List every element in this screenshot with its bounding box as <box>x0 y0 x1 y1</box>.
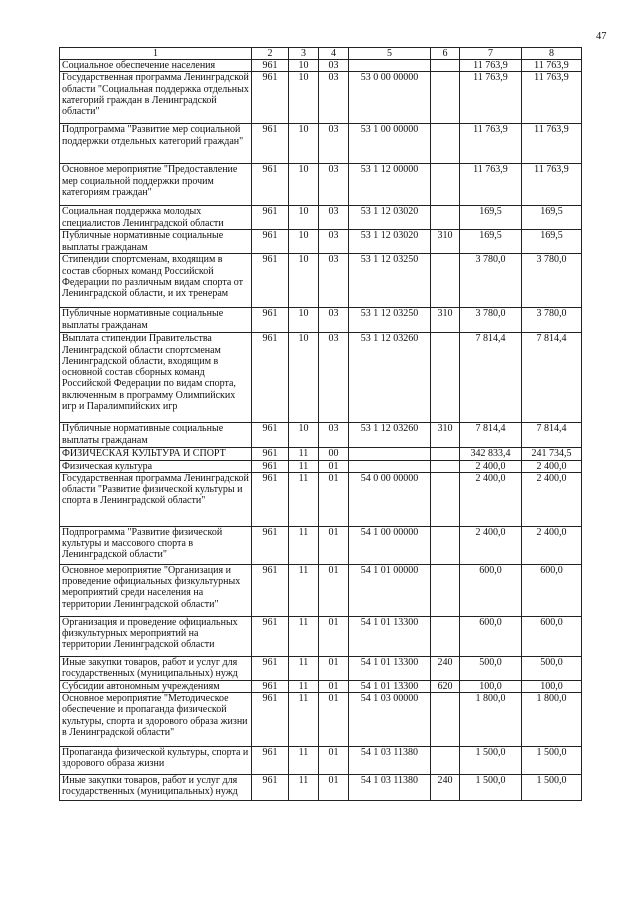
row-name-cell: Социальное обеспечение населения <box>60 60 252 72</box>
expense-type-cell: 310 <box>431 230 460 254</box>
row-name-cell: Социальная поддержка молодых специалистов Ленинградской области <box>60 206 252 230</box>
expense-type-cell: 620 <box>431 680 460 692</box>
table-row <box>60 164 582 206</box>
section-cell: 11 <box>289 747 319 775</box>
target-article-cell: 54 1 03 11380 <box>349 747 431 775</box>
row-name-cell: Выплата стипендии Правительства Ленинградской области спортсменам Ленинградской области, входящим в основной состав сборных команд Российской Федерации по видам спорта, включенным в программу Олимпийских игр и Паралимпийских игр <box>60 333 252 423</box>
section-cell: 10 <box>289 206 319 230</box>
expense-type-cell <box>431 124 460 164</box>
admin-code-cell: 961 <box>252 423 289 448</box>
admin-code-cell: 961 <box>252 460 289 472</box>
admin-code-cell: 961 <box>252 60 289 72</box>
section-cell: 10 <box>289 308 319 333</box>
expense-type-cell <box>431 60 460 72</box>
amount-year1-cell: 11 763,9 <box>460 60 522 72</box>
table-row <box>60 206 582 230</box>
subsection-cell: 01 <box>319 656 349 680</box>
amount-year1-cell: 2 400,0 <box>460 460 522 472</box>
row-name-cell: Организация и проведение официальных физкультурных мероприятий на территории Ленинградской области <box>60 616 252 656</box>
section-cell: 10 <box>289 60 319 72</box>
target-article-cell: 54 1 01 13300 <box>349 680 431 692</box>
amount-year2-cell: 7 814,4 <box>522 333 582 423</box>
section-cell: 10 <box>289 254 319 308</box>
section-cell: 10 <box>289 423 319 448</box>
admin-code-cell: 961 <box>252 448 289 460</box>
row-name-cell: Физическая культура <box>60 460 252 472</box>
admin-code-cell: 961 <box>252 206 289 230</box>
subsection-cell: 03 <box>319 254 349 308</box>
expense-type-cell: 240 <box>431 656 460 680</box>
subsection-cell: 01 <box>319 472 349 526</box>
section-cell: 10 <box>289 230 319 254</box>
admin-code-cell: 961 <box>252 526 289 564</box>
subsection-cell: 01 <box>319 564 349 616</box>
amount-year2-cell: 11 763,9 <box>522 124 582 164</box>
admin-code-cell: 961 <box>252 72 289 124</box>
amount-year1-cell: 500,0 <box>460 656 522 680</box>
section-cell: 11 <box>289 775 319 801</box>
expense-type-cell <box>431 72 460 124</box>
section-cell: 10 <box>289 124 319 164</box>
expense-type-cell <box>431 472 460 526</box>
page-number: 47 <box>596 31 607 42</box>
amount-year1-cell: 3 780,0 <box>460 308 522 333</box>
row-name-cell: Основное мероприятие "Предоставление мер социальной поддержки прочим категориям граждан" <box>60 164 252 206</box>
section-cell: 10 <box>289 164 319 206</box>
expense-type-cell: 310 <box>431 308 460 333</box>
table-row <box>60 526 582 564</box>
section-cell: 11 <box>289 564 319 616</box>
amount-year1-cell: 600,0 <box>460 616 522 656</box>
table-row <box>60 254 582 308</box>
subsection-cell: 03 <box>319 124 349 164</box>
admin-code-cell: 961 <box>252 472 289 526</box>
expense-type-cell: 240 <box>431 775 460 801</box>
target-article-cell: 54 1 01 13300 <box>349 616 431 656</box>
table-row <box>60 747 582 775</box>
target-article-cell: 54 1 03 11380 <box>349 775 431 801</box>
section-cell: 11 <box>289 460 319 472</box>
target-article-cell: 54 1 01 00000 <box>349 564 431 616</box>
target-article-cell: 54 1 00 00000 <box>349 526 431 564</box>
admin-code-cell: 961 <box>252 124 289 164</box>
header-cell: 7 <box>460 48 522 60</box>
table-row <box>60 564 582 616</box>
table-row <box>60 460 582 472</box>
amount-year1-cell: 169,5 <box>460 206 522 230</box>
admin-code-cell: 961 <box>252 616 289 656</box>
admin-code-cell: 961 <box>252 693 289 747</box>
expense-type-cell <box>431 254 460 308</box>
subsection-cell: 01 <box>319 775 349 801</box>
table-row <box>60 616 582 656</box>
expense-type-cell <box>431 747 460 775</box>
target-article-cell: 53 1 12 03250 <box>349 254 431 308</box>
subsection-cell: 00 <box>319 448 349 460</box>
header-cell: 4 <box>319 48 349 60</box>
amount-year2-cell: 3 780,0 <box>522 254 582 308</box>
target-article-cell: 54 1 03 00000 <box>349 693 431 747</box>
target-article-cell: 54 1 01 13300 <box>349 656 431 680</box>
admin-code-cell: 961 <box>252 680 289 692</box>
expense-type-cell <box>431 693 460 747</box>
amount-year1-cell: 1 500,0 <box>460 775 522 801</box>
target-article-cell: 53 1 12 03250 <box>349 308 431 333</box>
section-cell: 11 <box>289 656 319 680</box>
section-cell: 11 <box>289 616 319 656</box>
subsection-cell: 03 <box>319 60 349 72</box>
admin-code-cell: 961 <box>252 656 289 680</box>
subsection-cell: 03 <box>319 230 349 254</box>
header-cell: 3 <box>289 48 319 60</box>
admin-code-cell: 961 <box>252 254 289 308</box>
table-row <box>60 448 582 460</box>
table-row <box>60 775 582 801</box>
amount-year1-cell: 11 763,9 <box>460 124 522 164</box>
admin-code-cell: 961 <box>252 164 289 206</box>
row-name-cell: Публичные нормативные социальные выплаты гражданам <box>60 423 252 448</box>
row-name-cell: Основное мероприятие "Организация и проведение официальных физкультурных мероприятий среди населения на территории Ленинградской области" <box>60 564 252 616</box>
table-row <box>60 656 582 680</box>
amount-year2-cell: 7 814,4 <box>522 423 582 448</box>
amount-year2-cell: 500,0 <box>522 656 582 680</box>
amount-year1-cell: 169,5 <box>460 230 522 254</box>
subsection-cell: 01 <box>319 680 349 692</box>
table-row <box>60 680 582 692</box>
target-article-cell: 53 1 12 03260 <box>349 333 431 423</box>
expense-type-cell <box>431 164 460 206</box>
table-row <box>60 308 582 333</box>
table-header <box>60 48 582 60</box>
subsection-cell: 01 <box>319 460 349 472</box>
subsection-cell: 03 <box>319 164 349 206</box>
section-cell: 11 <box>289 526 319 564</box>
amount-year2-cell: 169,5 <box>522 230 582 254</box>
amount-year1-cell: 11 763,9 <box>460 164 522 206</box>
table-row <box>60 60 582 72</box>
subsection-cell: 03 <box>319 206 349 230</box>
amount-year2-cell: 11 763,9 <box>522 164 582 206</box>
admin-code-cell: 961 <box>252 308 289 333</box>
target-article-cell: 53 1 12 00000 <box>349 164 431 206</box>
amount-year2-cell: 169,5 <box>522 206 582 230</box>
admin-code-cell: 961 <box>252 775 289 801</box>
amount-year2-cell: 1 500,0 <box>522 775 582 801</box>
target-article-cell: 53 1 12 03020 <box>349 230 431 254</box>
expense-type-cell <box>431 616 460 656</box>
subsection-cell: 01 <box>319 693 349 747</box>
header-cell: 5 <box>349 48 431 60</box>
expense-type-cell <box>431 206 460 230</box>
row-name-cell: Основное мероприятие "Методическое обеспечение и пропаганда физической культуры, спорта и здорового образа жизни в Ленинградской области" <box>60 693 252 747</box>
admin-code-cell: 961 <box>252 564 289 616</box>
table-row <box>60 472 582 526</box>
section-cell: 10 <box>289 72 319 124</box>
subsection-cell: 03 <box>319 308 349 333</box>
amount-year2-cell: 2 400,0 <box>522 526 582 564</box>
amount-year2-cell: 600,0 <box>522 616 582 656</box>
target-article-cell <box>349 60 431 72</box>
section-cell: 11 <box>289 693 319 747</box>
admin-code-cell: 961 <box>252 230 289 254</box>
amount-year1-cell: 7 814,4 <box>460 423 522 448</box>
amount-year2-cell: 2 400,0 <box>522 460 582 472</box>
amount-year1-cell: 1 800,0 <box>460 693 522 747</box>
target-article-cell: 54 0 00 00000 <box>349 472 431 526</box>
amount-year2-cell: 1 500,0 <box>522 747 582 775</box>
amount-year1-cell: 1 500,0 <box>460 747 522 775</box>
amount-year2-cell: 3 780,0 <box>522 308 582 333</box>
header-cell: 1 <box>60 48 252 60</box>
table-row <box>60 693 582 747</box>
amount-year2-cell: 100,0 <box>522 680 582 692</box>
section-cell: 11 <box>289 680 319 692</box>
target-article-cell <box>349 460 431 472</box>
table-row <box>60 423 582 448</box>
amount-year2-cell: 2 400,0 <box>522 472 582 526</box>
target-article-cell: 53 1 00 00000 <box>349 124 431 164</box>
subsection-cell: 01 <box>319 526 349 564</box>
row-name-cell: Публичные нормативные социальные выплаты гражданам <box>60 308 252 333</box>
admin-code-cell: 961 <box>252 747 289 775</box>
expense-type-cell <box>431 460 460 472</box>
admin-code-cell: 961 <box>252 333 289 423</box>
row-name-cell: Иные закупки товаров, работ и услуг для государственных (муниципальных) нужд <box>60 775 252 801</box>
row-name-cell: Субсидии автономным учреждениям <box>60 680 252 692</box>
amount-year1-cell: 2 400,0 <box>460 526 522 564</box>
target-article-cell <box>349 448 431 460</box>
subsection-cell: 03 <box>319 72 349 124</box>
amount-year2-cell: 600,0 <box>522 564 582 616</box>
amount-year2-cell: 11 763,9 <box>522 60 582 72</box>
amount-year1-cell: 7 814,4 <box>460 333 522 423</box>
amount-year1-cell: 342 833,4 <box>460 448 522 460</box>
table-row <box>60 230 582 254</box>
amount-year2-cell: 241 734,5 <box>522 448 582 460</box>
target-article-cell: 53 1 12 03260 <box>349 423 431 448</box>
row-name-cell: Стипендии спортсменам, входящим в состав сборных команд Российской Федерации по различным видам спорта от Ленинградской области, и их тренерам <box>60 254 252 308</box>
amount-year1-cell: 2 400,0 <box>460 472 522 526</box>
target-article-cell: 53 1 12 03020 <box>349 206 431 230</box>
budget-table <box>59 47 582 801</box>
table-body <box>60 60 582 801</box>
amount-year1-cell: 3 780,0 <box>460 254 522 308</box>
table-row <box>60 333 582 423</box>
expense-type-cell <box>431 333 460 423</box>
row-name-cell: Государственная программа Ленинградской области "Развитие физической культуры и спорта в Ленинградской области" <box>60 472 252 526</box>
amount-year2-cell: 1 800,0 <box>522 693 582 747</box>
amount-year2-cell: 11 763,9 <box>522 72 582 124</box>
expense-type-cell <box>431 564 460 616</box>
row-name-cell: Публичные нормативные социальные выплаты гражданам <box>60 230 252 254</box>
row-name-cell: ФИЗИЧЕСКАЯ КУЛЬТУРА И СПОРТ <box>60 448 252 460</box>
expense-type-cell: 310 <box>431 423 460 448</box>
table-row <box>60 72 582 124</box>
header-cell: 8 <box>522 48 582 60</box>
target-article-cell: 53 0 00 00000 <box>349 72 431 124</box>
expense-type-cell <box>431 448 460 460</box>
section-cell: 11 <box>289 472 319 526</box>
header-cell: 2 <box>252 48 289 60</box>
table-row <box>60 124 582 164</box>
expense-type-cell <box>431 526 460 564</box>
section-cell: 11 <box>289 448 319 460</box>
subsection-cell: 03 <box>319 423 349 448</box>
row-name-cell: Подпрограмма "Развитие мер социальной поддержки отдельных категорий граждан" <box>60 124 252 164</box>
header-cell: 6 <box>431 48 460 60</box>
row-name-cell: Государственная программа Ленинградской области "Социальная поддержка отдельных категорий граждан в Ленинградской области" <box>60 72 252 124</box>
row-name-cell: Подпрограмма "Развитие физической культуры и массового спорта в Ленинградской области" <box>60 526 252 564</box>
subsection-cell: 01 <box>319 747 349 775</box>
subsection-cell: 01 <box>319 616 349 656</box>
amount-year1-cell: 100,0 <box>460 680 522 692</box>
subsection-cell: 03 <box>319 333 349 423</box>
amount-year1-cell: 11 763,9 <box>460 72 522 124</box>
section-cell: 10 <box>289 333 319 423</box>
row-name-cell: Пропаганда физической культуры, спорта и здорового образа жизни <box>60 747 252 775</box>
amount-year1-cell: 600,0 <box>460 564 522 616</box>
row-name-cell: Иные закупки товаров, работ и услуг для государственных (муниципальных) нужд <box>60 656 252 680</box>
